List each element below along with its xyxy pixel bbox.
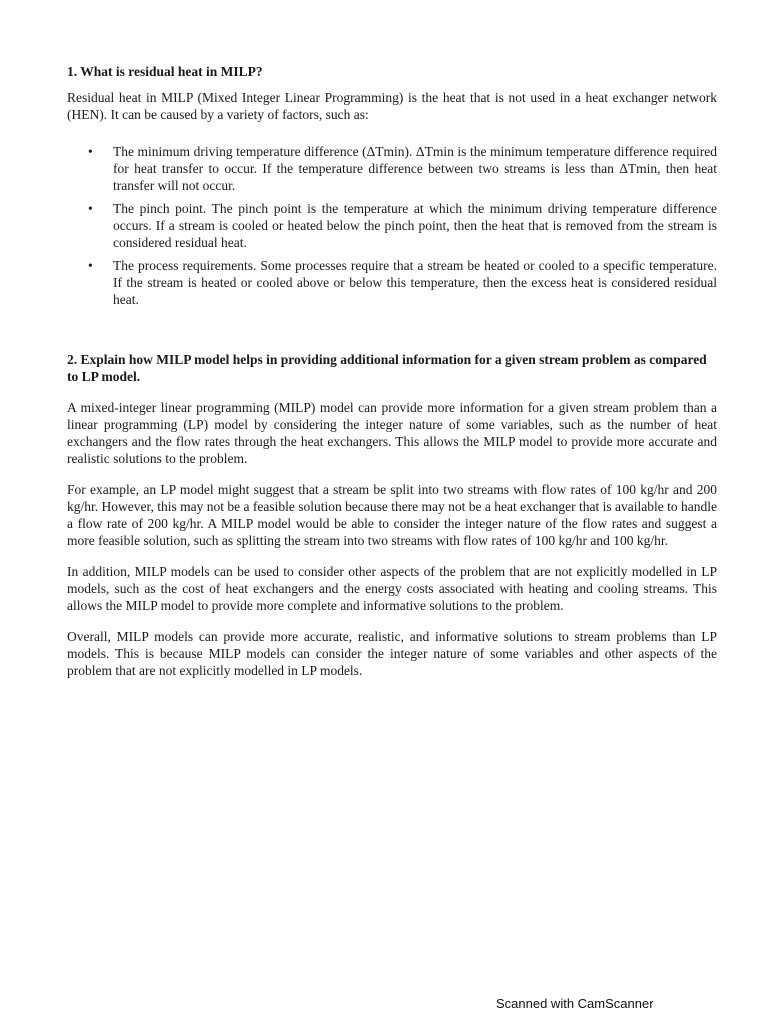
section-1-intro: Residual heat in MILP (Mixed Integer Linear Programming) is the heat that is not used in a heat exchanger network (HEN). It can be caused by a variety of factors, such as: — [67, 90, 717, 122]
section-2-heading: 2. Explain how MILP model helps in providing additional information for a given stream problem as compared to LP model. — [67, 352, 707, 384]
bullet-text: The minimum driving temperature difference (ΔTmin). ΔTmin is the minimum temperature difference required for heat transfer to occur. If the temperature difference between two streams is less than ΔTmin, then heat transfer will not occur. — [113, 144, 717, 193]
section-1-heading: 1. What is residual heat in MILP? — [67, 64, 263, 79]
section-2-paragraph: Overall, MILP models can provide more accurate, realistic, and informative solutions to stream problems than LP models. This is because MILP models can consider the integer nature of some variables and other aspects of the problem that are not explicitly modelled in LP models. — [67, 629, 717, 678]
scanner-watermark: Scanned with CamScanner — [496, 996, 654, 1011]
bullet-text: The pinch point. The pinch point is the temperature at which the minimum driving temperature difference occurs. If a stream is cooled or heated below the pinch point, then the heat that is removed from the stream is considered residual heat. — [113, 201, 717, 250]
section-1-bullet-list — [67, 143, 717, 308]
bullet-item — [67, 143, 717, 194]
section-2-paragraph: In addition, MILP models can be used to consider other aspects of the problem that are not explicitly modelled in LP models, such as the cost of heat exchangers and the energy costs associated with heating and cooling streams. This allows the MILP model to provide more complete and informative solutions to the problem. — [67, 564, 717, 613]
bullet-marker: • — [88, 201, 93, 216]
bullet-item — [67, 200, 717, 251]
document-body — [67, 63, 717, 679]
section-2-paragraph: For example, an LP model might suggest that a stream be split into two streams with flow rates of 100 kg/hr and 200 kg/hr. However, this may not be a feasible solution because there may not be a heat exchanger that is available to handle a flow rate of 200 kg/hr. A MILP model would be able to consider the integer nature of the flow rates and suggest a more feasible solution, such as splitting the stream into two streams with flow rates of 100 kg/hr and 100 kg/hr. — [67, 482, 717, 548]
bullet-marker: • — [88, 144, 93, 159]
bullet-text: The process requirements. Some processes require that a stream be heated or cooled to a specific temperature. If the stream is heated or cooled above or below this temperature, then the excess heat is considered residual heat. — [113, 258, 717, 307]
bullet-marker: • — [88, 258, 93, 273]
section-2-paragraph: A mixed-integer linear programming (MILP) model can provide more information for a given stream problem than a linear programming (LP) model by considering the integer nature of some variables, such as the number of heat exchangers and the flow rates through the heat exchangers. This allows the MILP model to provide more accurate and realistic solutions to the problem. — [67, 400, 717, 466]
bullet-item — [67, 257, 717, 308]
